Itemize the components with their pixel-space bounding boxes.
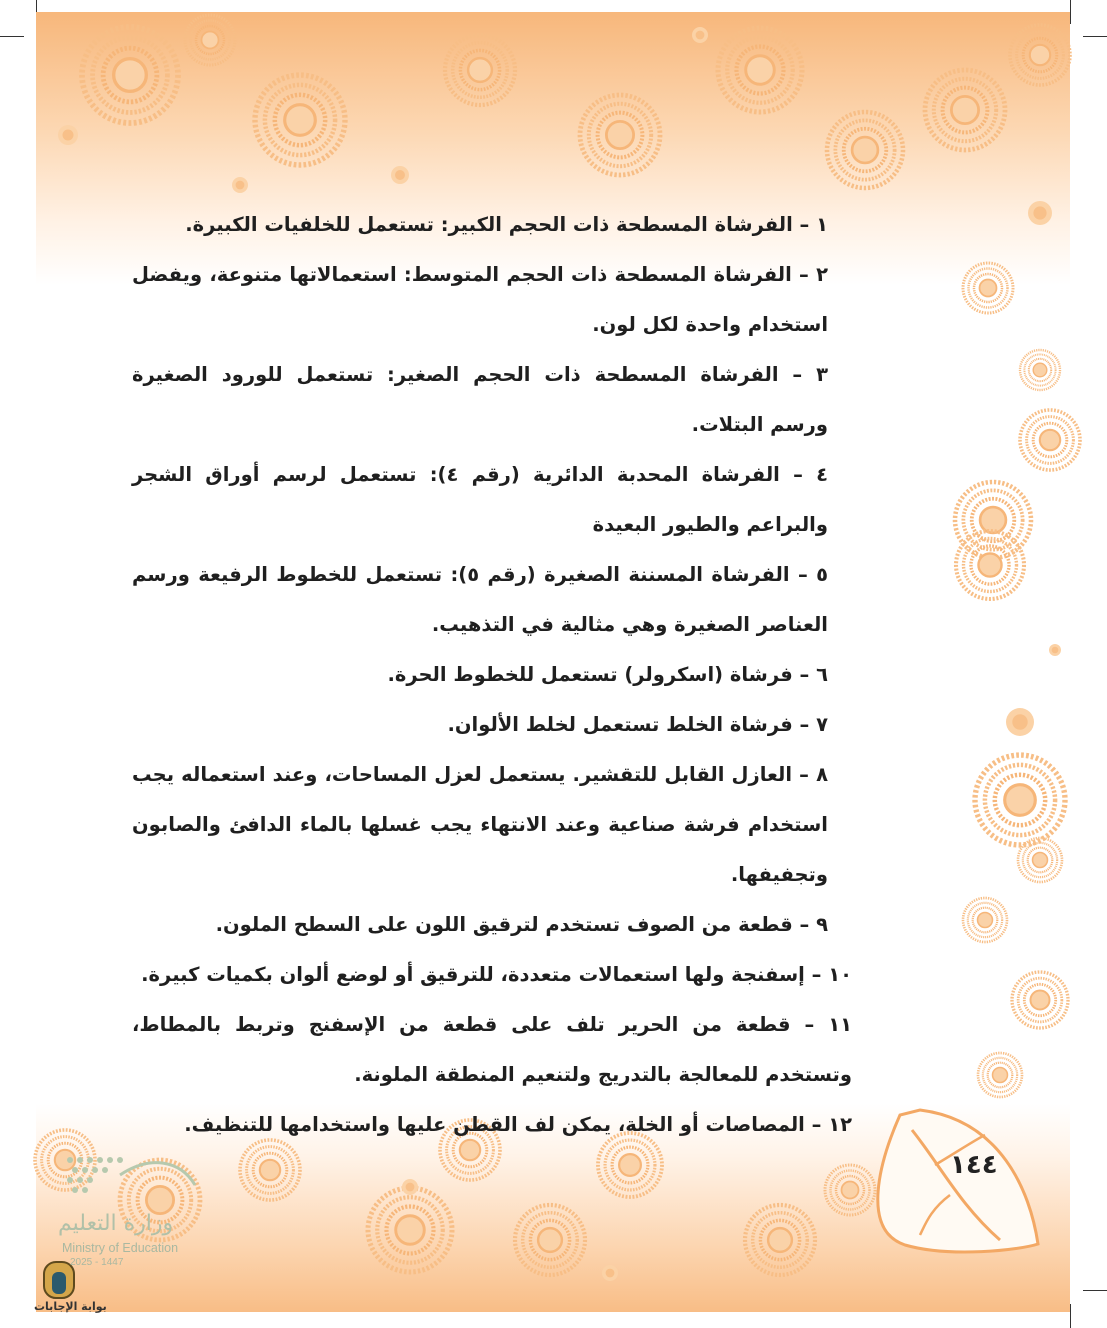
list-item: ٨ – العازل القابل للتقشير. يستعمل لعزل المساحات، وعند استعماله يجب استخدام فرشة صناعية وعند الانتهاء يجب غسلها بالماء الدافئ والصابون وتجفيفها. [132,763,828,886]
list-item: ١٠ – إسفنجة ولها استعمالات متعددة، للترقيق أو لوضع ألوان بكميات كبيرة. [141,963,852,986]
brush-list [132,200,876,1150]
list-item: ٥ – الفرشاة المسننة الصغيرة (رقم ٥): تستعمل للخطوط الرفيعة ورسم العناصر الصغيرة وهي مثالية في التذهيب. [132,563,829,636]
list-item: ٦ – فرشاة (اسكرولر) تستعمل للخطوط الحرة. [387,663,828,686]
portal-label[interactable]: بوابة الإجابات [34,1300,107,1313]
list-item: ٧ – فرشاة الخلط تستعمل لخلط الألوان. [447,713,828,736]
list-item: ٢ – الفرشاة المسطحة ذات الحجم المتوسط: استعمالاتها متنوعة، ويفضل استخدام واحدة لكل لون. [132,263,828,336]
list-item: ١ – الفرشاة المسطحة ذات الحجم الكبير: تستعمل للخلفيات الكبيرة. [185,213,828,236]
page-number: ١٤٤ [950,1150,998,1180]
ministry-name-en: Ministry of Education [62,1241,179,1255]
list-item: ١١ – قطعة من الحرير تلف على قطعة من الإسفنج وتربط بالمطاط، وتستخدم للمعالجة بالتدريج ولتنعيم المنطقة الملونة. [132,1013,852,1086]
leaf-shape [878,1110,1038,1252]
list-item: ١٢ – المصاصات أو الخلة، يمكن لف القطن عليها واستخدامها للتنظيف. [184,1113,852,1136]
list-item: ٤ – الفرشاة المحدبة الدائرية (رقم ٤): تستعمل لرسم أوراق الشجر والبراعم والطيور البعيدة [132,463,828,536]
list-item: ٩ – قطعة من الصوف تستخدم لترقيق اللون على السطح الملون. [215,913,828,936]
ministry-year: 2025 - 1447 [70,1257,124,1268]
list-item: ٣ – الفرشاة المسطحة ذات الحجم الصغير: تستعمل للورود الصغيرة ورسم البتلات. [132,363,828,436]
ministry-name-ar: وزارة التعليم [58,1211,174,1236]
